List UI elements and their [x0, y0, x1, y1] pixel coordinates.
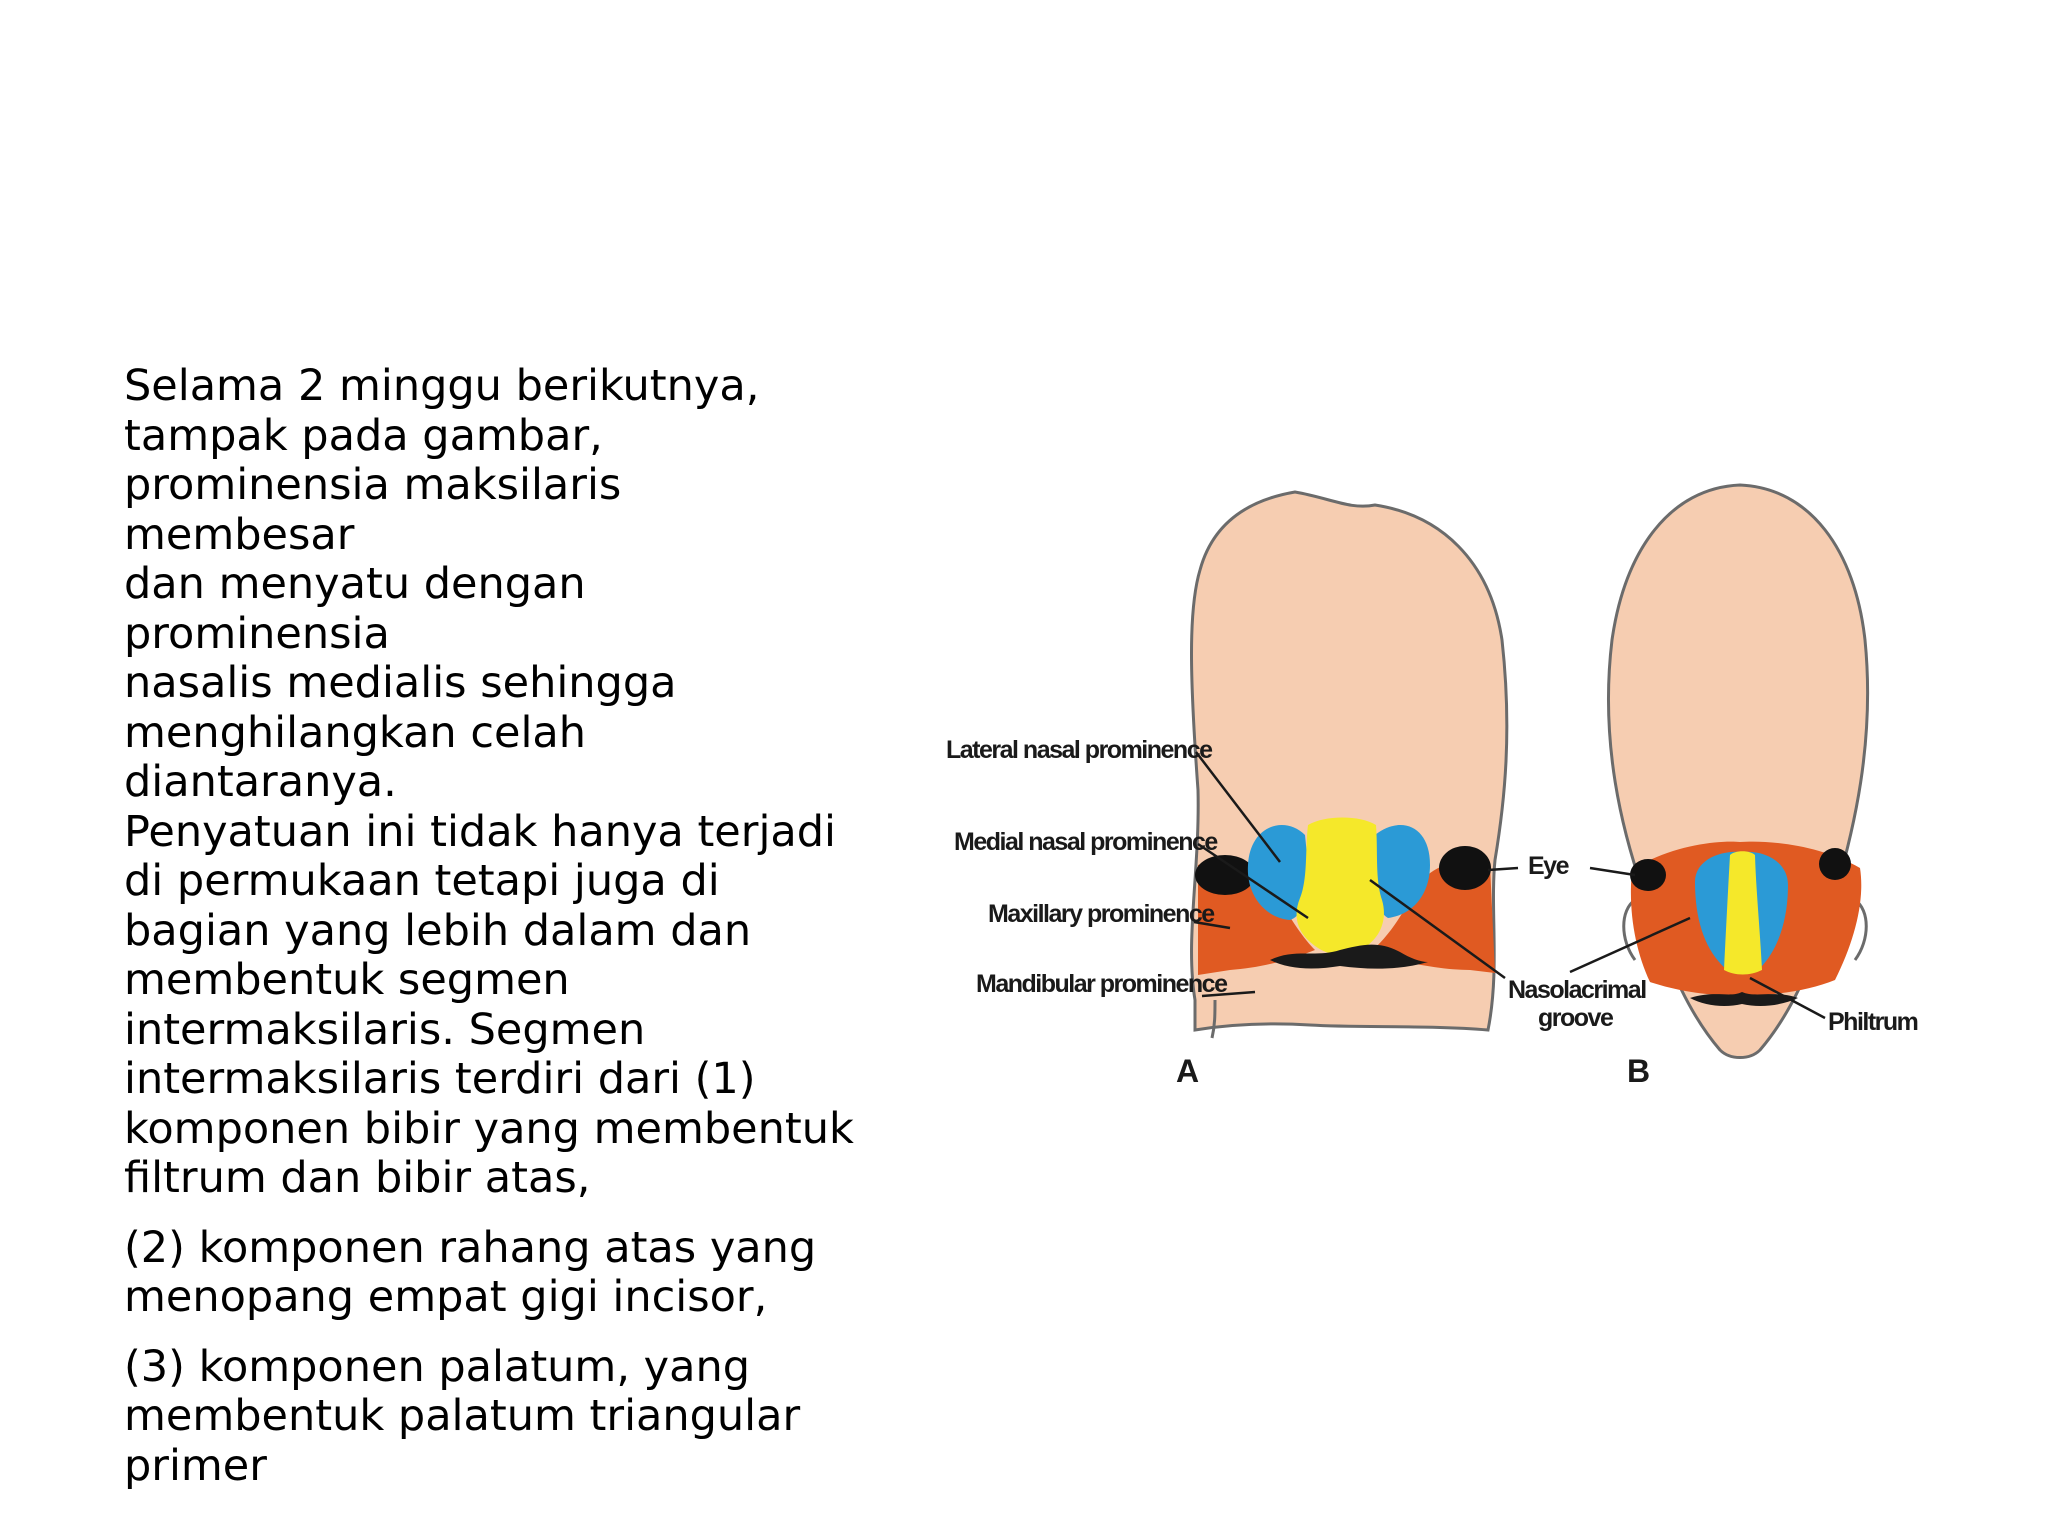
label-nasolacrimal: Nasolacrimal: [1508, 976, 1646, 1004]
panel-a-eye-right: [1439, 846, 1491, 890]
panel-a-face: [1192, 492, 1507, 1038]
label-lateral-nasal-prominence: Lateral nasal prominence: [946, 736, 1212, 764]
panel-a-medial-nasal: [1297, 818, 1384, 955]
label-groove: groove: [1538, 1004, 1613, 1032]
label-panel-a: A: [1176, 1053, 1200, 1089]
panel-b-eye-left: [1630, 859, 1666, 891]
figure-svg: [930, 470, 1950, 1110]
face-development-figure: [930, 470, 1950, 1110]
label-eye: Eye: [1528, 852, 1568, 880]
label-mandibular-prominence: Mandibular prominence: [976, 970, 1227, 998]
label-medial-nasal-prominence: Medial nasal prominence: [954, 828, 1217, 856]
panel-b-face: [1608, 485, 1867, 1058]
body-text: [124, 362, 864, 1511]
label-maxillary-prominence: Maxillary prominence: [988, 900, 1214, 928]
label-panel-b: B: [1627, 1053, 1651, 1089]
label-philtrum: Philtrum: [1828, 1008, 1918, 1036]
paragraph-1: Selama 2 minggu berikutnya, tampak pada gambar, prominensia maksilaris membesar dan menyatu dengan prominensia nasalis medialis sehingga menghilangkan celah diantaranya. Penyatuan ini tidak hanya terjadi di permukaan tetapi juga di bagian yang lebih dalam dan membentuk segmen intermaksilaris. Segmen intermaksilaris terdiri dari (1) komponen bibir yang membentuk filtrum dan bibir atas,: [124, 361, 854, 1203]
panel-b-eye-right: [1819, 848, 1851, 880]
leader-eye-b: [1590, 868, 1635, 875]
paragraph-2: (2) komponen rahang atas yang menopang empat gigi incisor,: [124, 1222, 817, 1322]
paragraph-3: (3) komponen palatum, yang membentuk palatum triangular primer: [124, 1341, 801, 1491]
